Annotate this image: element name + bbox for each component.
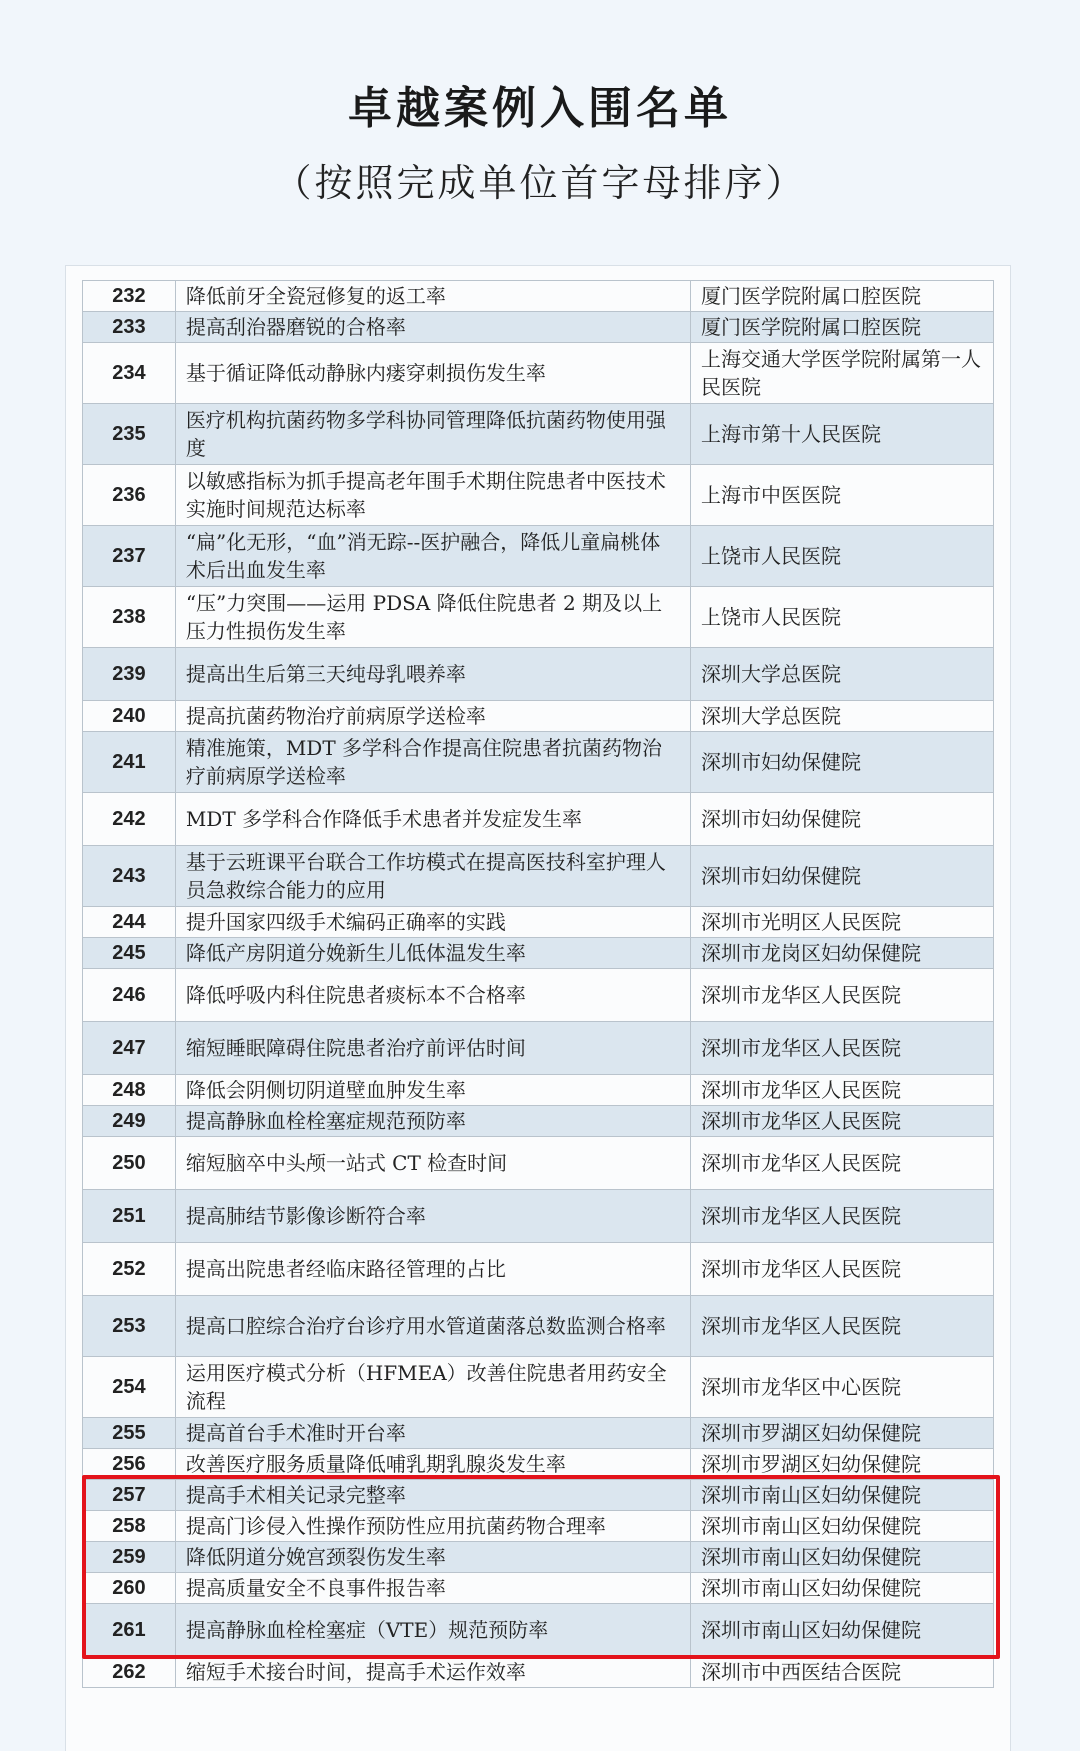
- row-topic: 运用医疗模式分析（HFMEA）改善住院患者用药安全流程: [175, 1357, 690, 1418]
- table-row: [83, 701, 994, 732]
- table-row: [83, 587, 994, 648]
- table-row: [83, 938, 994, 969]
- row-topic: 医疗机构抗菌药物多学科协同管理降低抗菌药物使用强度: [175, 404, 690, 465]
- table-row: [83, 1357, 994, 1418]
- page-title: 卓越案例入围名单: [348, 83, 732, 134]
- row-number: 236: [83, 465, 176, 526]
- row-organization: 上海市第十人民医院: [691, 404, 994, 465]
- row-number: 253: [83, 1296, 176, 1357]
- row-topic: 基于云班课平台联合工作坊模式在提高医技科室护理人员急救综合能力的应用: [175, 846, 690, 907]
- row-topic: 改善医疗服务质量降低哺乳期乳腺炎发生率: [175, 1449, 690, 1480]
- row-number: 238: [83, 587, 176, 648]
- row-number: 261: [83, 1604, 176, 1657]
- row-number: 259: [83, 1542, 176, 1573]
- row-topic: 提高首台手术准时开台率: [175, 1418, 690, 1449]
- row-number: 241: [83, 732, 176, 793]
- row-organization: 深圳大学总医院: [691, 648, 994, 701]
- table-row: [83, 907, 994, 938]
- table-row: [83, 1243, 994, 1296]
- table-row: [83, 1075, 994, 1106]
- row-topic: “扁”化无形，“血”消无踪--医护融合，降低儿童扁桃体术后出血发生率: [175, 526, 690, 587]
- row-topic: 基于循证降低动静脉内瘘穿刺损伤发生率: [175, 343, 690, 404]
- row-number: 242: [83, 793, 176, 846]
- row-organization: 深圳市龙岗区妇幼保健院: [691, 938, 994, 969]
- table-row: [83, 526, 994, 587]
- row-organization: 深圳市龙华区人民医院: [691, 1190, 994, 1243]
- row-organization: 厦门医学院附属口腔医院: [691, 312, 994, 343]
- table-row: [83, 404, 994, 465]
- row-number: 255: [83, 1418, 176, 1449]
- row-topic: 降低会阴侧切阴道壁血肿发生率: [175, 1075, 690, 1106]
- shortlist-table-body: [83, 281, 994, 1688]
- row-topic: 提高门诊侵入性操作预防性应用抗菌药物合理率: [175, 1511, 690, 1542]
- row-number: 247: [83, 1022, 176, 1075]
- table-row: [83, 343, 994, 404]
- row-number: 258: [83, 1511, 176, 1542]
- row-topic: 提高静脉血栓栓塞症（VTE）规范预防率: [175, 1604, 690, 1657]
- row-topic: 以敏感指标为抓手提高老年围手术期住院患者中医技术实施时间规范达标率: [175, 465, 690, 526]
- row-organization: 厦门医学院附属口腔医院: [691, 281, 994, 312]
- shortlist-table: [82, 280, 994, 1688]
- page-subtitle: （按照完成单位首字母排序）: [273, 161, 807, 205]
- row-number: 240: [83, 701, 176, 732]
- table-row: [83, 793, 994, 846]
- table-row: [83, 1106, 994, 1137]
- row-organization: 深圳市南山区妇幼保健院: [691, 1542, 994, 1573]
- row-organization: 深圳市罗湖区妇幼保健院: [691, 1449, 994, 1480]
- row-number: 251: [83, 1190, 176, 1243]
- row-organization: 深圳市妇幼保健院: [691, 793, 994, 846]
- row-organization: 深圳市龙华区人民医院: [691, 1106, 994, 1137]
- row-organization: 深圳市南山区妇幼保健院: [691, 1573, 994, 1604]
- row-organization: 深圳市龙华区中心医院: [691, 1357, 994, 1418]
- table-row: [83, 969, 994, 1022]
- row-number: 250: [83, 1137, 176, 1190]
- row-topic: 精准施策，MDT 多学科合作提高住院患者抗菌药物治疗前病原学送检率: [175, 732, 690, 793]
- page-header: [0, 0, 1080, 260]
- row-organization: 深圳市龙华区人民医院: [691, 1243, 994, 1296]
- row-organization: 深圳大学总医院: [691, 701, 994, 732]
- row-organization: 上海市中医医院: [691, 465, 994, 526]
- row-number: 244: [83, 907, 176, 938]
- table-row: [83, 1657, 994, 1688]
- row-number: 245: [83, 938, 176, 969]
- row-number: 248: [83, 1075, 176, 1106]
- row-number: 254: [83, 1357, 176, 1418]
- table-row: [83, 732, 994, 793]
- row-organization: 深圳市龙华区人民医院: [691, 969, 994, 1022]
- row-organization: 深圳市龙华区人民医院: [691, 1296, 994, 1357]
- table-row: [83, 1296, 994, 1357]
- row-topic: 提升国家四级手术编码正确率的实践: [175, 907, 690, 938]
- row-topic: 降低产房阴道分娩新生儿低体温发生率: [175, 938, 690, 969]
- row-organization: 上饶市人民医院: [691, 587, 994, 648]
- row-topic: 提高出生后第三天纯母乳喂养率: [175, 648, 690, 701]
- row-number: 249: [83, 1106, 176, 1137]
- table-row: [83, 1418, 994, 1449]
- row-organization: 深圳市妇幼保健院: [691, 732, 994, 793]
- table-row: [83, 312, 994, 343]
- row-topic: 提高出院患者经临床路径管理的占比: [175, 1243, 690, 1296]
- row-topic: MDT 多学科合作降低手术患者并发症发生率: [175, 793, 690, 846]
- row-number: 252: [83, 1243, 176, 1296]
- row-topic: 缩短手术接台时间，提高手术运作效率: [175, 1657, 690, 1688]
- row-organization: 深圳市南山区妇幼保健院: [691, 1511, 994, 1542]
- row-organization: 深圳市中西医结合医院: [691, 1657, 994, 1688]
- row-number: 234: [83, 343, 176, 404]
- row-organization: 深圳市南山区妇幼保健院: [691, 1480, 994, 1511]
- table-row: [83, 1542, 994, 1573]
- row-organization: 深圳市光明区人民医院: [691, 907, 994, 938]
- row-organization: 深圳市龙华区人民医院: [691, 1022, 994, 1075]
- row-number: 257: [83, 1480, 176, 1511]
- row-number: 260: [83, 1573, 176, 1604]
- table-row: [83, 281, 994, 312]
- row-organization: 深圳市罗湖区妇幼保健院: [691, 1418, 994, 1449]
- row-topic: 提高抗菌药物治疗前病原学送检率: [175, 701, 690, 732]
- row-number: 243: [83, 846, 176, 907]
- table-row: [83, 1480, 994, 1511]
- row-number: 235: [83, 404, 176, 465]
- row-organization: 深圳市南山区妇幼保健院: [691, 1604, 994, 1657]
- table-row: [83, 1190, 994, 1243]
- table-row: [83, 1573, 994, 1604]
- row-topic: 提高手术相关记录完整率: [175, 1480, 690, 1511]
- row-number: 232: [83, 281, 176, 312]
- row-number: 239: [83, 648, 176, 701]
- row-topic: 降低前牙全瓷冠修复的返工率: [175, 281, 690, 312]
- row-number: 256: [83, 1449, 176, 1480]
- table-row: [83, 1511, 994, 1542]
- row-topic: 缩短睡眠障碍住院患者治疗前评估时间: [175, 1022, 690, 1075]
- row-topic: 提高肺结节影像诊断符合率: [175, 1190, 690, 1243]
- row-organization: 深圳市妇幼保健院: [691, 846, 994, 907]
- row-topic: 降低阴道分娩宫颈裂伤发生率: [175, 1542, 690, 1573]
- row-organization: 深圳市龙华区人民医院: [691, 1137, 994, 1190]
- row-organization: 上饶市人民医院: [691, 526, 994, 587]
- row-number: 262: [83, 1657, 176, 1688]
- row-topic: 缩短脑卒中头颅一站式 CT 检查时间: [175, 1137, 690, 1190]
- row-topic: “压”力突围——运用 PDSA 降低住院患者 2 期及以上压力性损伤发生率: [175, 587, 690, 648]
- table-row: [83, 465, 994, 526]
- row-organization: 上海交通大学医学院附属第一人民医院: [691, 343, 994, 404]
- table-row: [83, 1137, 994, 1190]
- table-row: [83, 1022, 994, 1075]
- row-number: 246: [83, 969, 176, 1022]
- row-topic: 降低呼吸内科住院患者痰标本不合格率: [175, 969, 690, 1022]
- table-row: [83, 846, 994, 907]
- row-number: 233: [83, 312, 176, 343]
- row-organization: 深圳市龙华区人民医院: [691, 1075, 994, 1106]
- row-topic: 提高质量安全不良事件报告率: [175, 1573, 690, 1604]
- row-topic: 提高刮治器磨锐的合格率: [175, 312, 690, 343]
- table-row: [83, 1449, 994, 1480]
- table-row: [83, 1604, 994, 1657]
- table-row: [83, 648, 994, 701]
- row-topic: 提高静脉血栓栓塞症规范预防率: [175, 1106, 690, 1137]
- row-number: 237: [83, 526, 176, 587]
- row-topic: 提高口腔综合治疗台诊疗用水管道菌落总数监测合格率: [175, 1296, 690, 1357]
